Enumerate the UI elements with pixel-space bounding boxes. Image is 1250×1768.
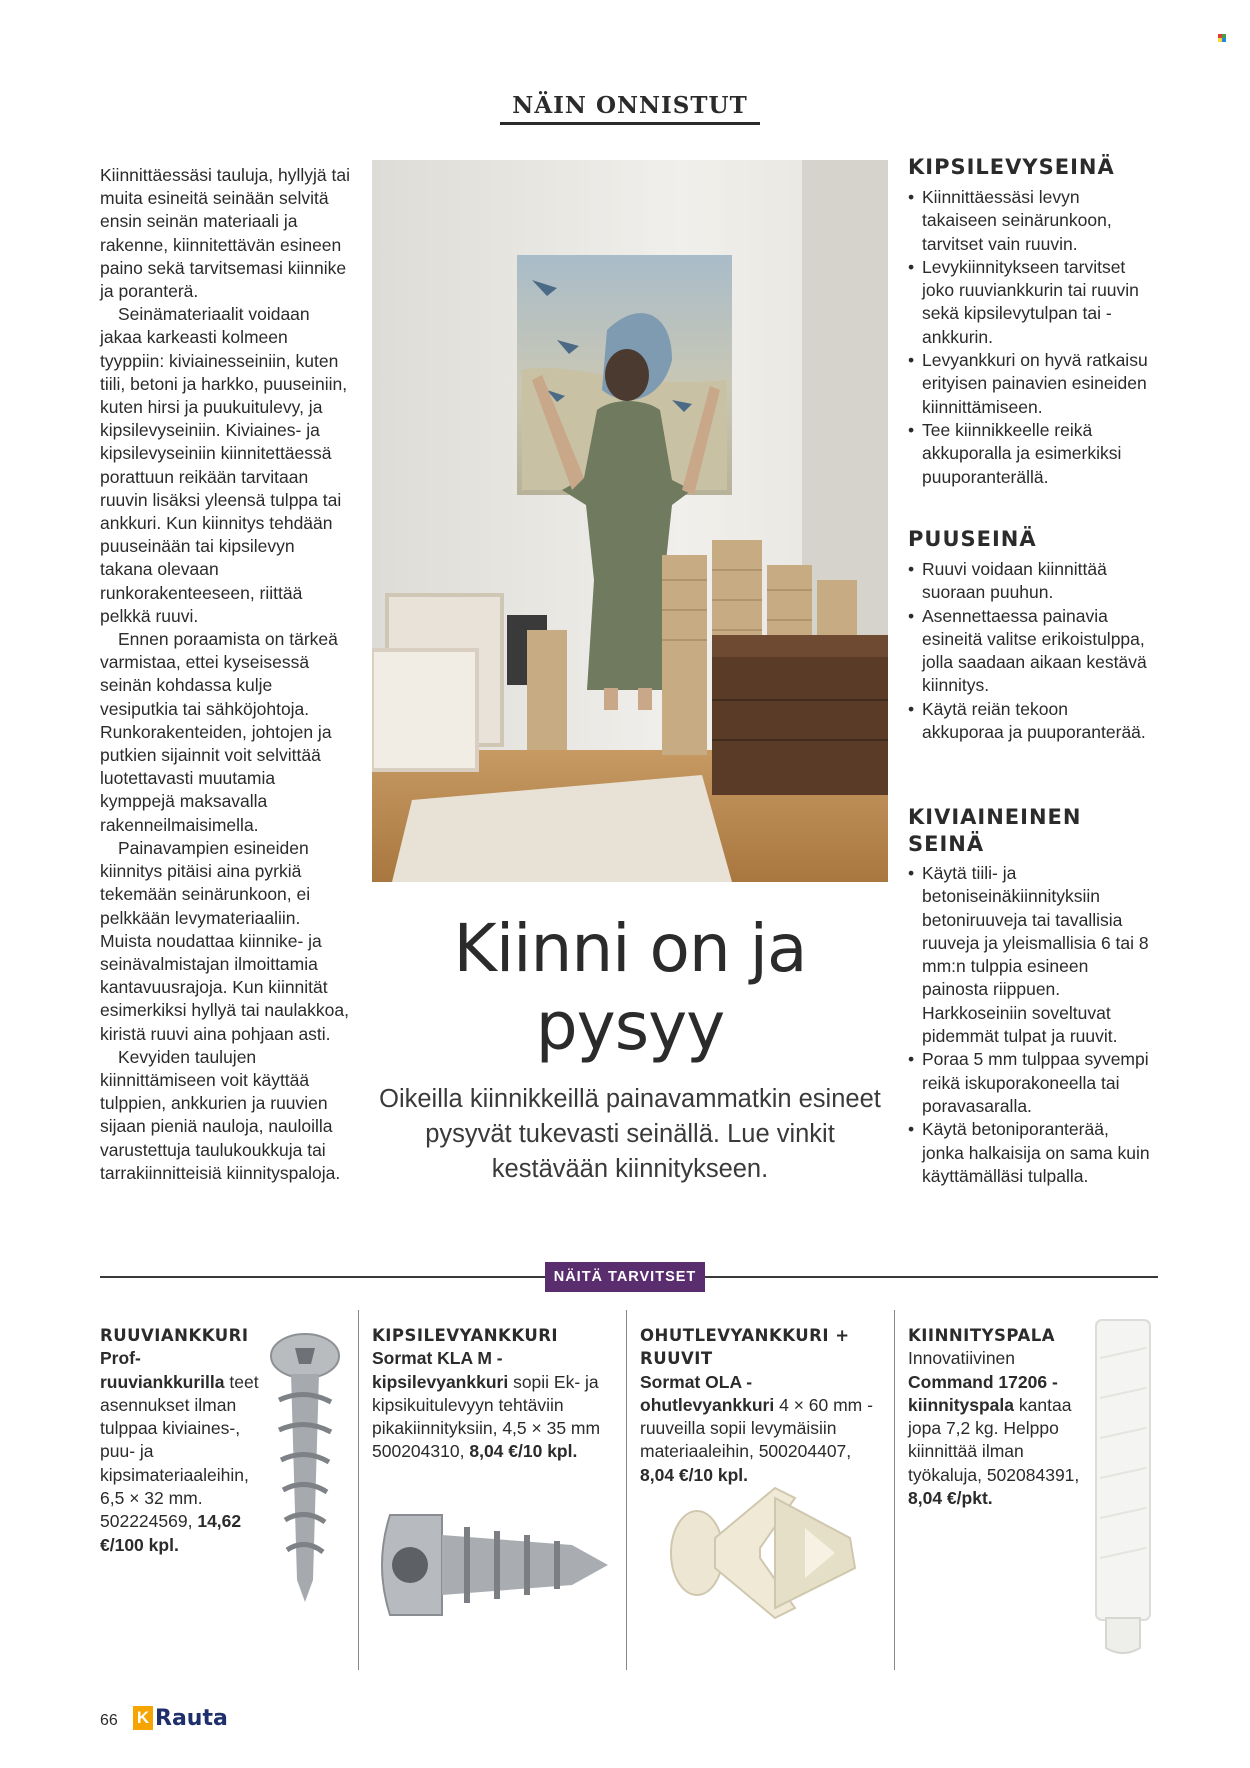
product-desc: kantaa jopa 7,2 kg. Helppo kiinnittää ilman työkaluja,	[908, 1394, 1072, 1485]
product-desc: teet asennukset ilman tulppaa kiviaines-, puu- ja kipsimateriaaleihin, 6,5 × 32 mm.	[100, 1371, 259, 1509]
list-item: • Käytä reiän tekoon akkuporaa ja puuporanterää.	[908, 698, 1153, 745]
list-item: • Tee kiinnikkeelle reikä akkuporalla ja esimerkiksi puuporanterällä.	[908, 419, 1153, 489]
kiviaineinen-heading-line-2: SEINÄ	[908, 832, 985, 856]
puuseina-list	[908, 558, 1153, 744]
list-item: • Kiinnittäessäsi levyn takaiseen seinärunkoon, tarvitset vain ruuvin.	[908, 186, 1153, 256]
product-kipsilevyankkuri	[372, 1324, 612, 1464]
headline-line-1: Kiinni on ja	[453, 910, 807, 987]
screw-anchor-image	[265, 1330, 345, 1610]
product-code: 502084391,	[986, 1464, 1080, 1485]
column-divider	[894, 1310, 895, 1670]
list-item: • Levyankkuri on hyvä ratkaisu erityisen painavien esineiden kiinnittämiseen.	[908, 349, 1153, 419]
puuseina-heading: PUUSEINÄ	[908, 527, 1037, 551]
product-desc: sopii Ek- ja kipsikuitulevyyn tehtäviin pikakiinnityksiin, 4,5 × 35 mm	[372, 1371, 601, 1439]
product-name: Sormat KLA M -kipsilevyankkuri	[372, 1348, 509, 1392]
product-price: 14,62 €/100 kpl.	[100, 1511, 242, 1555]
wooden-chest	[712, 635, 888, 795]
list-item: • Käytä tiili- ja betoniseinäkiinnityksiin betoniruuveja tai tavallisia ruuveja ja yleismallisia 6 tai 8 mm:n tulppia esineen painosta riippuen. Harkkoseiniin soveltuvat pidemmät tulpat ja ruuvit.	[908, 862, 1153, 1048]
list-item: • Käytä betoniporanterää, jonka halkaisija on sama kuin käyttämälläsi tulpalla.	[908, 1118, 1153, 1188]
product-desc: 4 × 60 mm -ruuveilla sopii levymäisiin materiaaleihin,	[640, 1394, 873, 1462]
intro-paragraph-2: Seinämateriaalit voidaan jakaa karkeasti kolmeen tyyppiin: kiviainesseiniin, kuten tiili, betoni ja harkko, puuseiniin, kuten hirsi ja puukuitulevy, ja kipsilevyseiniin. Kiviaines- ja kipsilevyseiniin kiinnitettäessä porattuun reikään tarvitaan ruuvin lisäksi yleensä tulppa tai ankkuri. Kun kiinnitys tehdään puuseinään tai kipsilevyn takana olevaan runkorakenteeseen, riittää pelkkä ruuvi.	[100, 304, 348, 626]
product-name: Prof-ruuviankkurilla	[100, 1348, 225, 1392]
adhesive-strip-image	[1092, 1318, 1154, 1658]
product-code: 502224569,	[100, 1511, 193, 1532]
k-rauta-logo	[133, 1704, 228, 1732]
kiviaineinen-list	[908, 862, 1153, 1188]
plastic-anchor-image	[665, 1468, 875, 1638]
intro-paragraph-4: Painavampien esineiden kiinnitys pitäisi aina pyrkiä tekemään seinärunkoon, ei pelkkään levymateriaaliin. Muista noudattaa kiinnike- ja seinävalmistajan ilmoittamia kantavuusrajoja. Kun kiinnität esimerkiksi hyllyä tai naulakkoa, kiristä ruuvi aina pohjaan asti.	[100, 837, 349, 1044]
product-price: 8,04 €/pkt.	[908, 1488, 993, 1509]
product-code: 500204407,	[758, 1441, 852, 1462]
list-item: • Levykiinnitykseen tarvitset joko ruuviankkurin tai ruuvin sekä kipsilevytulpan tai -ankkurin.	[908, 256, 1153, 349]
product-ruuviankkuri	[100, 1324, 260, 1557]
hero-photo-illustration	[372, 160, 888, 882]
drywall-anchor-image	[372, 1505, 612, 1625]
product-name: Command 17206 -kiinnityspala	[908, 1371, 1058, 1415]
kipsilevyseina-list	[908, 186, 1153, 489]
page-number: 66	[100, 1712, 118, 1729]
product-category: OHUTLEVYANKKURI + RUUVIT	[640, 1326, 850, 1369]
column-divider	[626, 1310, 627, 1670]
kipsilevyseina-heading: KIPSILEVYSEINÄ	[908, 155, 1115, 179]
hero-photo	[372, 160, 888, 882]
column-divider	[358, 1310, 359, 1670]
list-item: • Ruuvi voidaan kiinnittää suoraan puuhun.	[908, 558, 1153, 605]
subline: Oikeilla kiinnikkeillä painavammatkin esineet pysyvät tukevasti seinällä. Lue vinkit kestävään kiinnitykseen.	[379, 1085, 881, 1183]
logo-k-mark: K	[133, 1706, 153, 1730]
list-item: • Asennettaessa painavia esineitä valitse erikoistulppa, jolla saadaan aikaan kestävä kiinnitys.	[908, 605, 1153, 698]
intro-text	[100, 164, 350, 1185]
color-registration-mark	[1218, 34, 1228, 44]
intro-paragraph-3: Ennen poraamista on tärkeä varmistaa, ettei kyseisessä seinän kohdassa kulje vesiputkia tai sähköjohtoja. Runkorakenteiden, johtojen ja putkien sijainnit voit selvittää luotettavasti muutamia kymppejä maksavalla rakenneilmaisimella.	[100, 629, 338, 835]
headline	[372, 910, 888, 1066]
product-intro: Innovatiivinen	[908, 1348, 1016, 1369]
product-code: 500204310,	[372, 1441, 465, 1462]
section-title: NÄIN ONNISTUT	[500, 92, 760, 125]
kiviaineinen-heading	[908, 804, 1081, 858]
headline-line-2: pysyy	[535, 988, 725, 1065]
product-category: RUUVIANKKURI	[100, 1326, 249, 1345]
kiviaineinen-heading-line-1: KIVIAINEINEN	[908, 805, 1082, 829]
product-name: Sormat OLA -ohutlevyankkuri	[640, 1371, 775, 1415]
product-description	[372, 1347, 612, 1463]
product-ohutlevyankkuri	[640, 1324, 880, 1487]
product-category: KIPSILEVYANKKURI	[372, 1326, 559, 1345]
logo-wordmark: Rauta	[155, 1705, 228, 1731]
product-category: KIINNITYSPALA	[908, 1326, 1056, 1345]
product-description	[908, 1347, 1088, 1510]
product-price: 8,04 €/10 kpl.	[469, 1441, 578, 1462]
product-price: 8,04 €/10 kpl.	[640, 1464, 748, 1485]
list-item: • Poraa 5 mm tulppaa syvempi reikä iskuporakoneella tai poravasaralla.	[908, 1048, 1153, 1118]
intro-paragraph-1: Kiinnittäessäsi tauluja, hyllyjä tai muita esineitä seinään selvitä ensin seinän materiaali ja rakenne, kiinnitettävän esineen paino sekä tarvitsemasi kiinnike ja poranterä.	[100, 165, 350, 302]
products-badge: NÄITÄ TARVITSET	[545, 1262, 705, 1292]
intro-paragraph-5: Kevyiden taulujen kiinnittämiseen voit käyttää tulppien, ankkurien ja ruuvien sijaan pieniä nauloja, nauloilla varustettuja taulukoukkuja tai tarrakiinnitteisiä kiinnityspaloja.	[100, 1046, 341, 1183]
product-kiinnityspala	[908, 1324, 1088, 1510]
product-description	[100, 1347, 260, 1557]
